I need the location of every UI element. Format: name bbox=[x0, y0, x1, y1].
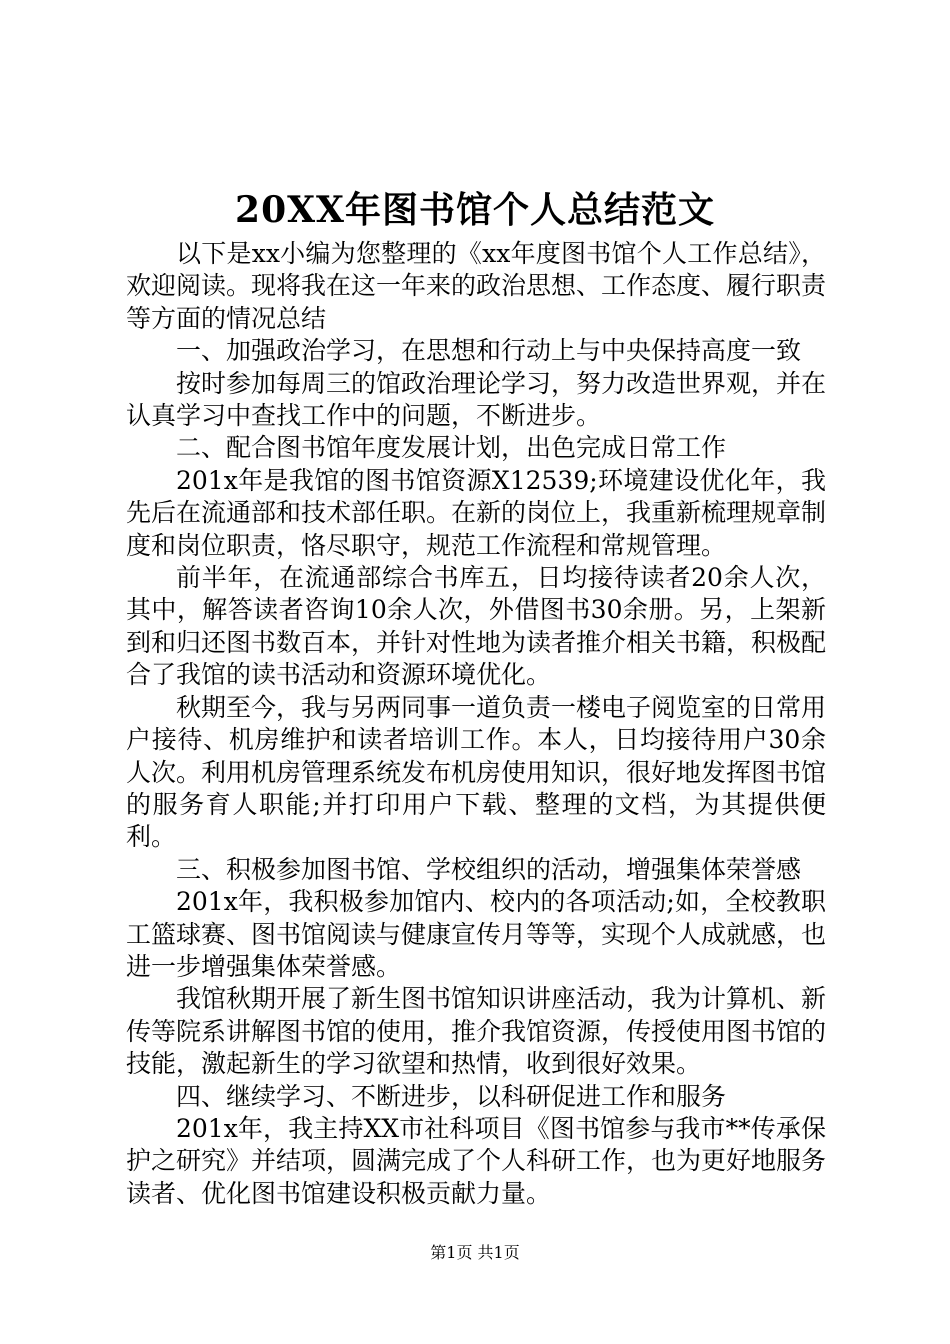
paragraph-section-2-a: 201x年是我馆的图书馆资源X12539;环境建设优化年，我先后在流通部和技术部任职。在新的岗位上，我重新梳理规章制度和岗位职责，恪尽职守，规范工作流程和常规管理。 bbox=[126, 465, 827, 560]
document-title: 20XX年图书馆个人总结范文 bbox=[235, 189, 715, 231]
heading-section-1: 一、加强政治学习，在思想和行动上与中央保持高度一致 bbox=[176, 336, 802, 366]
heading-section-3: 三、积极参加图书馆、学校组织的活动，增强集体荣誉感 bbox=[176, 854, 802, 884]
paragraph-section-3-b: 我馆秋期开展了新生图书馆知识讲座活动，我为计算机、新传等院系讲解图书馆的使用，推介我馆资源，传授使用图书馆的技能，激起新生的学习欲望和热情，收到很好效果。 bbox=[126, 984, 827, 1079]
document-body bbox=[126, 238, 826, 1210]
paragraph-section-2-c: 秋期至今，我与另两同事一道负责一楼电子阅览室的日常用户接待、机房维护和读者培训工作。本人，日均接待用户30余人次。利用机房管理系统发布机房使用知识，很好地发挥图书馆的服务育人职能;并打印用户下载、整理的文档，为其提供便利。 bbox=[126, 692, 827, 852]
heading-section-4: 四、继续学习、不断进步，以科研促进工作和服务 bbox=[176, 1081, 727, 1111]
paragraph-section-3-a: 201x年，我积极参加馆内、校内的各项活动;如，全校教职工篮球赛、图书馆阅读与健康宣传月等等，实现个人成就感，也进一步增强集体荣誉感。 bbox=[126, 887, 827, 981]
page-footer: 第1页 共1页 bbox=[430, 1243, 520, 1262]
paragraph-section-4: 201x年，我主持XX市社科项目《图书馆参与我市**传承保护之研究》并结项，圆满完成了个人科研工作，也为更好地服务读者、优化图书馆建设积极贡献力量。 bbox=[126, 1113, 827, 1208]
heading-section-2: 二、配合图书馆年度发展计划，出色完成日常工作 bbox=[176, 433, 727, 463]
paragraph-section-2-b: 前半年，在流通部综合书库五，日均接待读者20余人次，其中，解答读者咨询10余人次，外借图书30余册。另，上架新到和归还图书数百本，并针对性地为读者推介相关书籍，积极配合了我馆的读书活动和资源环境优化。 bbox=[126, 563, 827, 690]
paragraph-intro: 以下是xx小编为您整理的《xx年度图书馆个人工作总结》，欢迎阅读。现将我在这一年来的政治思想、工作态度、履行职责等方面的情况总结 bbox=[126, 239, 827, 333]
paragraph-section-1: 按时参加每周三的馆政治理论学习，努力改造世界观，并在认真学习中查找工作中的问题，不断进步。 bbox=[126, 368, 827, 431]
